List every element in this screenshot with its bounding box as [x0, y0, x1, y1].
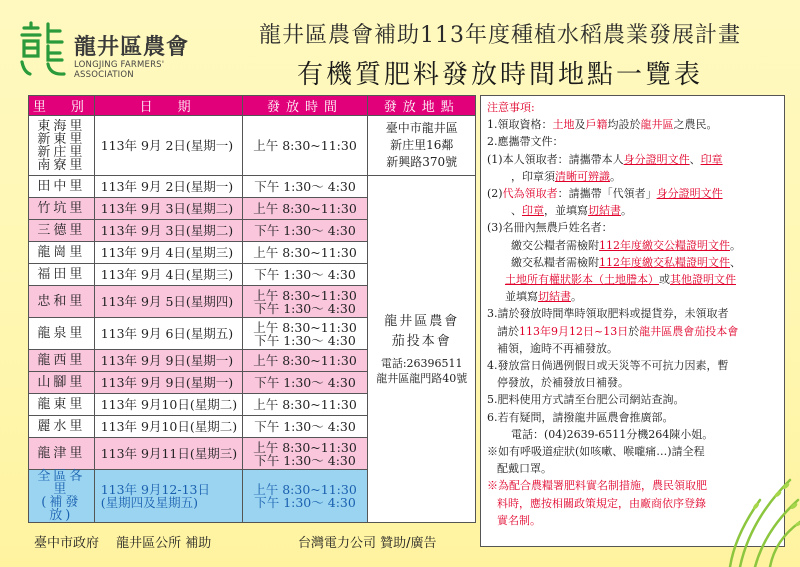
date-line: (星期四及星期五) — [100, 495, 198, 510]
time-cell — [242, 394, 368, 416]
time-line: 下午 1:30～ 4:30 — [254, 495, 356, 510]
time-line: 下午 1:30～ 4:30 — [254, 419, 356, 434]
time-cell — [242, 416, 368, 438]
time-line: 上午 8:30~11:30 — [253, 353, 357, 368]
village-cell — [29, 116, 95, 176]
notice-item-6: 6.若有疑問，請撥龍井區農會推廣部。 — [487, 410, 674, 424]
table-header-row — [29, 96, 476, 116]
time-cell — [242, 470, 368, 523]
village-cell — [29, 416, 95, 438]
village-cell — [29, 350, 95, 372]
time-line: 下午 1:30～ 4:30 — [254, 300, 356, 316]
village-line: 田中里 — [37, 179, 86, 194]
notice-item-4-cont: 停發放，於補發放日補發。 — [497, 376, 629, 390]
village-line: 福田里 — [37, 267, 86, 282]
time-line: 上午 8:30~11:30 — [253, 439, 357, 455]
header-location: 發放地點 — [368, 96, 476, 116]
date-cell: 113年 9月 9日(星期一) — [94, 350, 242, 372]
notice-item-2-3: (3)名冊內無農戶姓名者： — [487, 221, 613, 235]
date-cell: 113年 9月10日(星期二) — [94, 394, 242, 416]
location-b-address: 龍井區龍門路40號 — [376, 372, 468, 385]
village-line: 龍西里 — [37, 353, 86, 368]
notice-item-2: 2.應攜帶文件： — [487, 135, 564, 149]
time-line: 上午 8:30~11:30 — [253, 138, 357, 153]
village-line: 忠和里 — [37, 294, 86, 309]
date-cell: 113年 9月 5日(星期四) — [94, 286, 242, 318]
header-village: 里 別 — [29, 96, 95, 116]
time-cell — [242, 242, 368, 264]
date-cell: 113年 9月 3日(星期二) — [94, 220, 242, 242]
notice-title: 注意事項: — [487, 101, 535, 114]
date-cell: 113年 9月 4日(星期三) — [94, 264, 242, 286]
location-cell-b — [368, 176, 476, 523]
time-line: 上午 8:30~11:30 — [253, 319, 357, 335]
village-cell — [29, 372, 95, 394]
notice-item-2-2: (2)代為領取者：請攜帶「代領者」身分證明文件 — [487, 187, 723, 201]
village-cell — [29, 470, 95, 523]
village-cell — [29, 198, 95, 220]
date-cell: 113年 9月 2日(星期一) — [94, 116, 242, 176]
date-cell: 113年 9月 6日(星期五) — [94, 318, 242, 350]
village-line: 新庄里 — [37, 144, 86, 160]
notice-item-5: 5.肥料使用方式請至台肥公司網站查詢。 — [487, 393, 685, 407]
date-cell: 113年 9月11日(星期三) — [94, 438, 242, 470]
time-cell — [242, 318, 368, 350]
schedule-table — [28, 95, 476, 523]
logo — [18, 20, 208, 80]
notice-item-2-3a: 繳交公糧者需檢附112年度繳交公糧證明文件。 — [511, 238, 741, 252]
time-cell — [242, 176, 368, 198]
header-time: 發放時間 — [242, 96, 368, 116]
village-line: 三德里 — [37, 223, 86, 238]
village-cell — [29, 286, 95, 318]
time-line: 下午 1:30～ 4:30 — [254, 179, 356, 194]
village-cell — [29, 318, 95, 350]
village-line: 龍津里 — [37, 446, 86, 461]
location-a-line: 新興路370號 — [386, 155, 458, 169]
time-line: 下午 1:30～ 4:30 — [254, 375, 356, 390]
notice-item-2-1: (1)本人領取者：請攜帶本人身分證明文件、印章 — [487, 152, 723, 166]
header-date: 日 期 — [94, 96, 242, 116]
village-cell — [29, 394, 95, 416]
village-cell — [29, 438, 95, 470]
village-line: 龍東里 — [37, 397, 86, 412]
village-cell — [29, 220, 95, 242]
village-line: 山腳里 — [37, 375, 86, 390]
notice-item-2-3c: 土地所有權狀影本（土地謄本）或其他證明文件 — [505, 273, 736, 287]
notice-item-3-cont2: 補領，逾時不再補發放。 — [497, 341, 618, 355]
notice-item-8-cont2: 實名制。 — [497, 513, 541, 527]
date-cell: 113年 9月 2日(星期一) — [94, 176, 242, 198]
notice-item-2-3b: 繳交私糧者需檢附112年度繳交私糧證明文件、 — [511, 255, 741, 269]
village-cell — [29, 242, 95, 264]
time-line: 下午 1:30～ 4:30 — [254, 452, 356, 468]
date-cell: 113年 9月 9日(星期一) — [94, 372, 242, 394]
notice-item-8: ※為配合農糧署肥料實名制措施，農民領取肥 — [487, 479, 707, 493]
time-cell — [242, 438, 368, 470]
notice-item-3: 3.請於發放時間準時領取肥料或提貨券，未領取者 — [487, 307, 729, 321]
schedule-body — [29, 116, 476, 523]
village-line: 新東里 — [37, 131, 86, 147]
logo-subtitle: LONGJING FARMERS' ASSOCIATION — [74, 60, 165, 80]
location-a-line: 新庄里16鄰 — [390, 138, 454, 152]
date-cell: 113年 9月 3日(星期二) — [94, 198, 242, 220]
date-cell: 113年 9月 4日(星期三) — [94, 242, 242, 264]
time-cell — [242, 264, 368, 286]
date-cell — [94, 470, 242, 523]
time-line: 下午 1:30～ 4:30 — [254, 332, 356, 348]
village-cell — [29, 176, 95, 198]
location-cell-a — [368, 116, 476, 176]
notice-item-7: ※如有呼吸道症狀(如咳嗽、喉嚨痛…)請全程 — [487, 445, 705, 459]
notice-item-2-3d: 並填寫切結書。 — [505, 290, 582, 304]
page-subtitle: 有機質肥料發放時間地點一覽表 — [296, 60, 703, 90]
notice-item-6-phone: 電話：(04)2639-6511分機264陳小姐。 — [511, 427, 714, 441]
village-line: 竹坑里 — [37, 201, 86, 216]
notice-item-3-cont: 請於113年9月12日~13日於龍井區農會茄投本會 — [497, 324, 739, 338]
village-line: 龍崗里 — [37, 245, 86, 260]
village-line: 東海里 — [37, 118, 86, 134]
time-line: 下午 1:30～ 4:30 — [254, 267, 356, 282]
notice-item-7-cont: 配戴口罩。 — [497, 462, 552, 476]
footer-sponsor: 台灣電力公司 贊助/廣告 — [298, 536, 437, 551]
time-line: 下午 1:30～ 4:30 — [254, 223, 356, 238]
time-cell — [242, 198, 368, 220]
location-b-name: 茄投本會 — [391, 334, 452, 349]
village-line: 龍泉里 — [37, 326, 86, 341]
notice-item-1: 1.領取資格：土地及戶籍均設於龍井區之農民。 — [487, 118, 718, 132]
time-line: 上午 8:30~11:30 — [253, 201, 357, 216]
time-line: 上午 8:30~11:30 — [253, 482, 357, 497]
time-cell — [242, 286, 368, 318]
time-line: 上午 8:30~11:30 — [253, 245, 357, 260]
time-line: 上午 8:30~11:30 — [253, 287, 357, 303]
table-row — [29, 176, 476, 198]
location-b-phone: 電話:26396511 — [380, 357, 463, 370]
page-title: 龍井區農會補助113年度種植水稻農業發展計畫 — [259, 23, 741, 48]
time-cell — [242, 372, 368, 394]
time-cell — [242, 116, 368, 176]
village-line: 麗水里 — [37, 419, 86, 434]
date-line: 113年 9月12-13日 — [100, 482, 211, 497]
notice-item-8-cont: 料時，應按相關政策規定，由廠商依序登錄 — [497, 496, 706, 510]
notice-item-2-2-cont: 、印章，並填寫切結書。 — [511, 204, 632, 218]
date-cell: 113年 9月10日(星期二) — [94, 416, 242, 438]
time-cell — [242, 350, 368, 372]
logo-name: 龍井區農會 — [74, 35, 190, 60]
village-cell — [29, 264, 95, 286]
location-b-name: 龍井區農會 — [384, 314, 460, 329]
notice-item-2-1-cont: ，印章須清晰可辨識。 — [511, 169, 621, 183]
village-line: 全區各里 — [37, 469, 86, 497]
village-line: (補發放) — [41, 495, 82, 523]
table-row — [29, 116, 476, 176]
location-a-line: 臺中市龍井區 — [385, 121, 458, 135]
footer-funding: 臺中市政府 龍井區公所 補助 — [34, 536, 212, 551]
time-cell — [242, 220, 368, 242]
notice-item-4: 4.發放當日倘遇例假日或天災等不可抗力因素，暫 — [487, 359, 729, 373]
village-line: 南寮里 — [37, 157, 86, 173]
logo-mark-icon — [18, 20, 68, 78]
rice-stalk-icon — [720, 440, 800, 567]
time-line: 上午 8:30~11:30 — [253, 397, 357, 412]
